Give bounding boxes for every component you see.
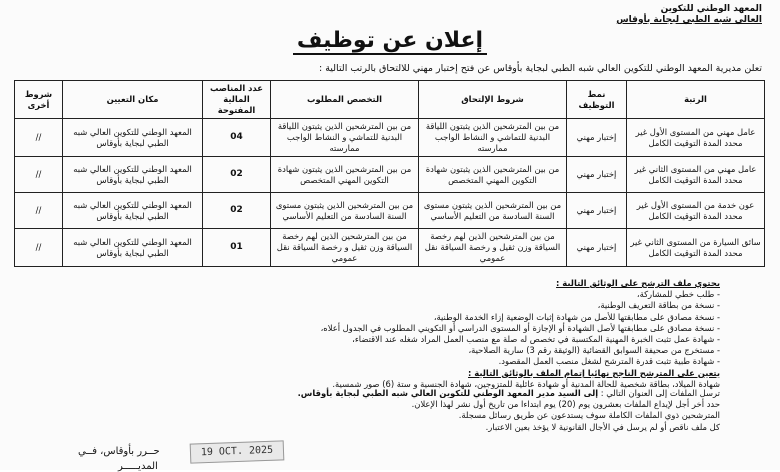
- announcement-title: [0, 28, 780, 53]
- cell-place: المعهد الوطني للتكوين العالي شبه الطبي لبجاية بأوقاس: [63, 119, 203, 157]
- footer-section: [20, 388, 720, 433]
- table-header-row: [15, 81, 765, 119]
- cell-mode: إختبار مهني: [567, 157, 627, 193]
- header-specialty: التخصص المطلوب: [271, 81, 419, 119]
- cell-specialty: من بين المترشحين الذين يثبتون اللياقة البدنية للتماشي و النشاط الواجب ممارسته: [271, 119, 419, 157]
- institute-name-line1: المعهد الوطني للتكوين: [660, 4, 762, 14]
- table-row: [15, 119, 765, 157]
- cell-other: //: [15, 193, 63, 229]
- header-rank: الرتبة: [627, 81, 765, 119]
- document-item: - طلب خطي للمشاركة،: [20, 289, 720, 300]
- documents-label: يحتوي ملف الترشح على الوثائق التالية :: [556, 278, 720, 288]
- notify-line: المترشحين ذوي الملفات الكاملة سوف يستدعون عن طريق رسائل مسجلة.: [458, 410, 720, 421]
- document-item: - شهادة عمل تثبت الخبرة المهنية المكتسبة في تخصص له صلة مع منصب العمل المراد شغله عند الاقتضاء،: [20, 334, 720, 345]
- cell-other: //: [15, 229, 63, 267]
- document-item: - نسخة من بطاقة التعريف الوطنية،: [20, 300, 720, 311]
- place-date-line: حــرر بأوقاس، فــي: [78, 446, 160, 457]
- reject-line: كل ملف ناقص أو لم يرسل في الأجال القانونية لا يؤخذ بعين الاعتبار.: [485, 421, 720, 432]
- cell-place: المعهد الوطني للتكوين العالي شبه الطبي لبجاية بأوقاس: [63, 157, 203, 193]
- send-instructions: [20, 388, 720, 399]
- cell-rank: سائق السيارة من المستوى الثاني غير محدد المدة التوقيت الكامل: [627, 229, 765, 267]
- cell-posts: 04: [203, 119, 271, 157]
- documents-section: [20, 278, 720, 390]
- institute-name-line2: العالي شبه الطبي لبجاية بأوقاس: [616, 15, 762, 25]
- cell-place: المعهد الوطني للتكوين العالي شبه الطبي لبجاية بأوقاس: [63, 229, 203, 267]
- cell-rank: عامل مهني من المستوى الثاني غير محدد المدة التوقيت الكامل: [627, 157, 765, 193]
- header-assignment-place: مكان التعيين: [63, 81, 203, 119]
- cell-posts: 01: [203, 229, 271, 267]
- document-item: - شهادة طبية تثبت قدرة المترشح لشغل منصب العمل المقصود.: [20, 356, 720, 367]
- table-row: [15, 157, 765, 193]
- header-recruitment-mode: نمط التوظيف: [567, 81, 627, 119]
- document-item: - نسخة مصادق على مطابقتها لأصل الشهادة أو الإجازة أو المستوى الدراسي أو التكويني المطلوب في الجدول أعلاه،: [20, 323, 720, 334]
- director-signature: المديـــــر: [118, 461, 158, 472]
- cell-specialty: من بين المترشحين الذين يثبتون مستوى السنة السادسة من التعليم الأساسي: [271, 193, 419, 229]
- cell-conditions: من بين المترشحين الذين يثبتون اللياقة البدنية للتماشي و النشاط الواجب ممارسته: [419, 119, 567, 157]
- cell-specialty: من بين المترشحين الذين يثبتون شهادة التكوين المهني المتخصص: [271, 157, 419, 193]
- cell-other: //: [15, 157, 63, 193]
- header-conditions: شروط الإلتحاق: [419, 81, 567, 119]
- cell-mode: إختبار مهني: [567, 229, 627, 267]
- document-item: - نسخة مصادق على مطابقتها للأصل من شهادة إثبات الوضعية إزاء الخدمة الوطنية،: [20, 312, 720, 323]
- header-other-conditions: شروط أخرى: [15, 81, 63, 119]
- final-document-item: شهادة الميلاد، بطاقة شخصية للحالة المدنية أو شهادة عائلية للمتزوجين، شهادة الجنسية و ستة (6) صور شمسية.: [332, 378, 720, 389]
- cell-other: //: [15, 119, 63, 157]
- intro-paragraph: تعلن مديرية المعهد الوطني للتكوين العالي شبه الطبي لبجاية بأوقاس عن فتح إختبار مهني للالتحاق بالرتب التالية :: [318, 63, 762, 74]
- cell-conditions: من بين المترشحين الذين لهم رخصة السياقة وزن ثقيل و رخصة السياقة نقل عمومي: [419, 229, 567, 267]
- cell-rank: عون خدمة من المستوى الأول غير محدد المدة التوقيت الكامل: [627, 193, 765, 229]
- positions-table: [14, 80, 765, 267]
- table-row: [15, 229, 765, 267]
- send-address: إلى السيد مدير المعهد الوطني للتكوين العالي شبه الطبي لبجاية بأوقاس.: [297, 388, 599, 398]
- cell-conditions: من بين المترشحين الذين يثبتون مستوى السنة السادسة من التعليم الأساسي: [419, 193, 567, 229]
- cell-posts: 02: [203, 193, 271, 229]
- cell-posts: 02: [203, 157, 271, 193]
- table-row: [15, 193, 765, 229]
- document-item: - مستخرج من صحيفة السوابق القضائية (الوثيقة رقم 3) سارية الصلاحية،: [20, 345, 720, 356]
- header-open-posts: عدد المناصب المالية المفتوحة: [203, 81, 271, 119]
- cell-conditions: من بين المترشحين الذين يثبتون شهادة التكوين المهني المتخصص: [419, 157, 567, 193]
- cell-mode: إختبار مهني: [567, 119, 627, 157]
- deadline-line: حدد أخر أجل لإيداع الملفات بعشرون يوم (20) يوم ابتداءا من تاريخ أول نشر لهذا الإعلان.: [411, 399, 720, 410]
- cell-mode: إختبار مهني: [567, 193, 627, 229]
- cell-place: المعهد الوطني للتكوين العالي شبه الطبي لبجاية بأوقاس: [63, 193, 203, 229]
- cell-rank: عامل مهني من المستوى الأول غير محدد المدة التوقيت الكامل: [627, 119, 765, 157]
- send-line: ترسل الملفات إلى العنوان التالي :: [600, 388, 720, 398]
- cell-specialty: من بين المترشحين الذين لهم رخصة السياقة وزن ثقيل و رخصة السياقة نقل عمومي: [271, 229, 419, 267]
- announcement-title-text: إعلان عن توظيف: [293, 28, 487, 55]
- final-documents-label: يتعين على المترشح الناجح نهائيا إتمام الملف بالوثائق التالية :: [468, 367, 720, 378]
- date-stamp: 19 OCT. 2025: [190, 440, 285, 463]
